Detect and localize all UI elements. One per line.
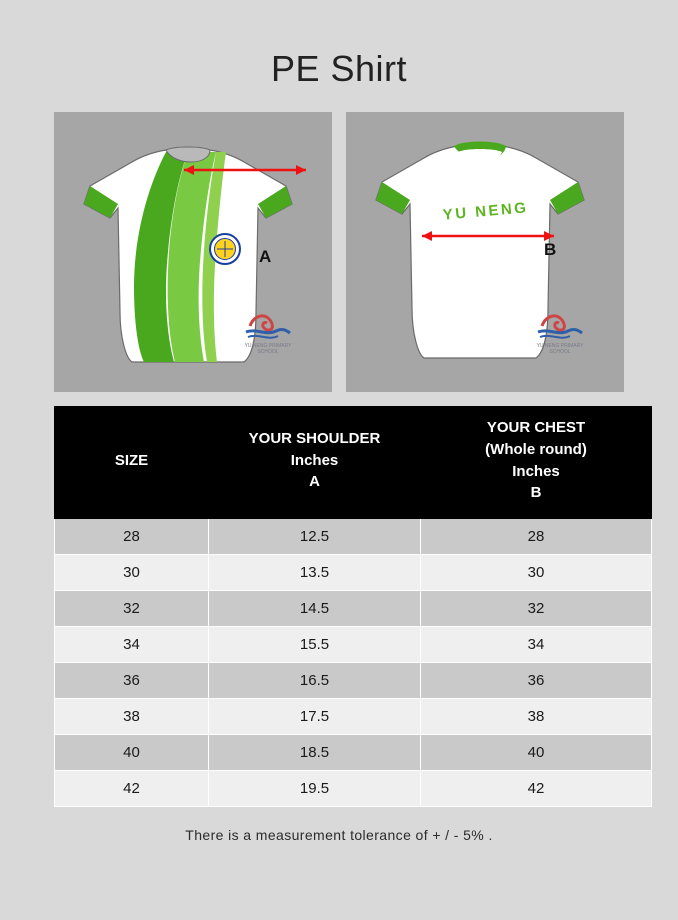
watermark-logo-front bbox=[240, 308, 296, 344]
cell-size: 32 bbox=[55, 591, 209, 627]
cell-shoulder: 12.5 bbox=[209, 519, 421, 555]
table-row bbox=[55, 771, 652, 807]
cell-chest: 40 bbox=[421, 735, 652, 771]
table-body bbox=[55, 519, 652, 807]
header-shoulder bbox=[209, 407, 421, 519]
table-row bbox=[55, 519, 652, 555]
cell-shoulder: 13.5 bbox=[209, 555, 421, 591]
cell-chest: 32 bbox=[421, 591, 652, 627]
front-measure-label: A bbox=[259, 247, 272, 266]
header-shoulder-main: YOUR SHOULDER bbox=[248, 429, 381, 447]
header-size bbox=[55, 407, 209, 519]
back-view-panel bbox=[346, 112, 624, 392]
front-view-panel bbox=[54, 112, 332, 392]
size-table-wrapper bbox=[54, 406, 624, 807]
cell-shoulder: 16.5 bbox=[209, 663, 421, 699]
header-size-main: SIZE bbox=[114, 451, 149, 469]
cell-chest: 28 bbox=[421, 519, 652, 555]
size-table bbox=[54, 406, 652, 807]
header-chest-main: YOUR CHEST bbox=[486, 419, 586, 436]
cell-shoulder: 15.5 bbox=[209, 627, 421, 663]
cell-size: 42 bbox=[55, 771, 209, 807]
table-row bbox=[55, 627, 652, 663]
cell-size: 34 bbox=[55, 627, 209, 663]
cell-chest: 42 bbox=[421, 771, 652, 807]
watermark-logo-back bbox=[532, 308, 588, 344]
tolerance-note: There is a measurement tolerance of + / - 5% . bbox=[185, 827, 493, 843]
page-title: PE Shirt bbox=[270, 48, 408, 89]
table-header-row bbox=[55, 407, 652, 519]
cell-size: 28 bbox=[55, 519, 209, 555]
cell-shoulder: 19.5 bbox=[209, 771, 421, 807]
figures-row bbox=[0, 112, 678, 392]
cell-size: 38 bbox=[55, 699, 209, 735]
cell-chest: 34 bbox=[421, 627, 652, 663]
header-shoulder-unit: Inches bbox=[290, 451, 339, 469]
table-row bbox=[55, 663, 652, 699]
table-head bbox=[55, 407, 652, 519]
header-chest-ref: B bbox=[530, 484, 542, 502]
table-row bbox=[55, 591, 652, 627]
cell-chest: 36 bbox=[421, 663, 652, 699]
cell-chest: 38 bbox=[421, 699, 652, 735]
cell-size: 30 bbox=[55, 555, 209, 591]
watermark-text-front: YU NENG PRIMARY SCHOOL bbox=[244, 343, 292, 355]
cell-shoulder: 17.5 bbox=[209, 699, 421, 735]
header-chest bbox=[421, 407, 652, 519]
cell-chest: 30 bbox=[421, 555, 652, 591]
svg-text:YU NENG: YU NENG bbox=[442, 199, 530, 224]
table-row bbox=[55, 699, 652, 735]
header-chest-unit: Inches bbox=[512, 462, 560, 480]
header-chest-note: (Whole round) bbox=[485, 440, 587, 458]
header-shoulder-ref: A bbox=[309, 473, 320, 491]
cell-size: 40 bbox=[55, 735, 209, 771]
cell-shoulder: 14.5 bbox=[209, 591, 421, 627]
watermark-text-back: YU NENG PRIMARY SCHOOL bbox=[536, 343, 584, 355]
cell-size: 36 bbox=[55, 663, 209, 699]
table-row bbox=[55, 735, 652, 771]
table-row bbox=[55, 555, 652, 591]
cell-shoulder: 18.5 bbox=[209, 735, 421, 771]
back-measure-label: B bbox=[544, 240, 557, 259]
